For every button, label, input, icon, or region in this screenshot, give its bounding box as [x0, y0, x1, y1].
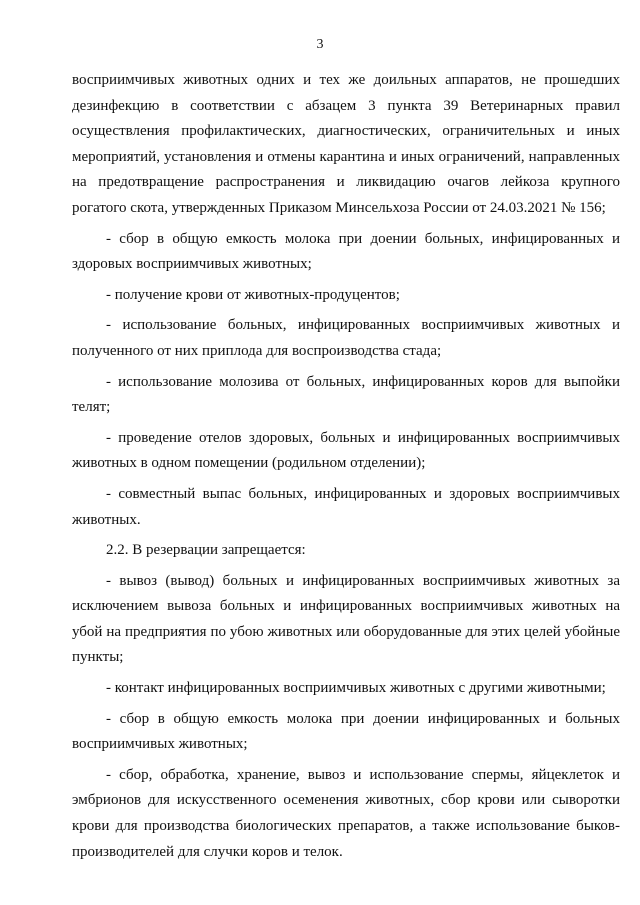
list-item-milk-collection: - сбор в общую емкость молока при доении больных, инфицированных и здоровых восприимчивых животных;	[72, 230, 620, 273]
list-item-removal: - вывоз (вывод) больных и инфицированных восприимчивых животных за исключением вывоза больных и инфицированных восприимчивых животных на убой на предприятия по убою животных или оборудованные для этих целей убойные пункты;	[72, 572, 620, 666]
list-item-use-for-reproduction: - использование больных, инфицированных восприимчивых животных и полученного от них приплода для воспроизводства стада;	[72, 317, 620, 359]
section-heading-2-2: 2.2. В резервации запрещается:	[106, 542, 306, 559]
list-item-semen-embryos: - сбор, обработка, хранение, вывоз и использование спермы, яйцеклеток и эмбрионов для искусственного осеменения животных, сбор крови или сыворотки крови для производства биологических препаратов, а также использование быков-производителей для случки коров и телок.	[72, 766, 620, 860]
list-item-joint-grazing: - совместный выпас больных, инфицированных и здоровых восприимчивых животных.	[72, 485, 620, 528]
document-body	[72, 68, 620, 865]
page-number: 3	[316, 37, 324, 52]
list-item-colostrum: - использование молозива от больных, инфицированных коров для выпойки телят;	[72, 373, 620, 416]
list-item-milk-collection-infected: - сбор в общую емкость молока при доении инфицированных и больных восприимчивых животных;	[72, 710, 620, 753]
paragraph-continuation: восприимчивых животных одних и тех же доильных аппаратов, не прошедших дезинфекцию в соответствии с абзацем 3 пункта 39 Ветеринарных правил осуществления профилактических, диагностических, ограничительных и иных мероприятий, установления и отмены карантина и иных ограничений, направленных на предотвращение распространения и ликвидацию очагов лейкоза крупного рогатого скота, утвержденных Приказом Минсельхоза России от 24.03.2021 № 156;	[72, 72, 620, 216]
list-item-calving: - проведение отелов здоровых, больных и инфицированных восприимчивых животных в одном помещении (родильном отделении);	[72, 429, 620, 472]
list-item-contact: - контакт инфицированных восприимчивых животных с другими животными;	[106, 680, 606, 697]
list-item-blood-from-producers: - получение крови от животных-продуцентов;	[106, 286, 400, 303]
